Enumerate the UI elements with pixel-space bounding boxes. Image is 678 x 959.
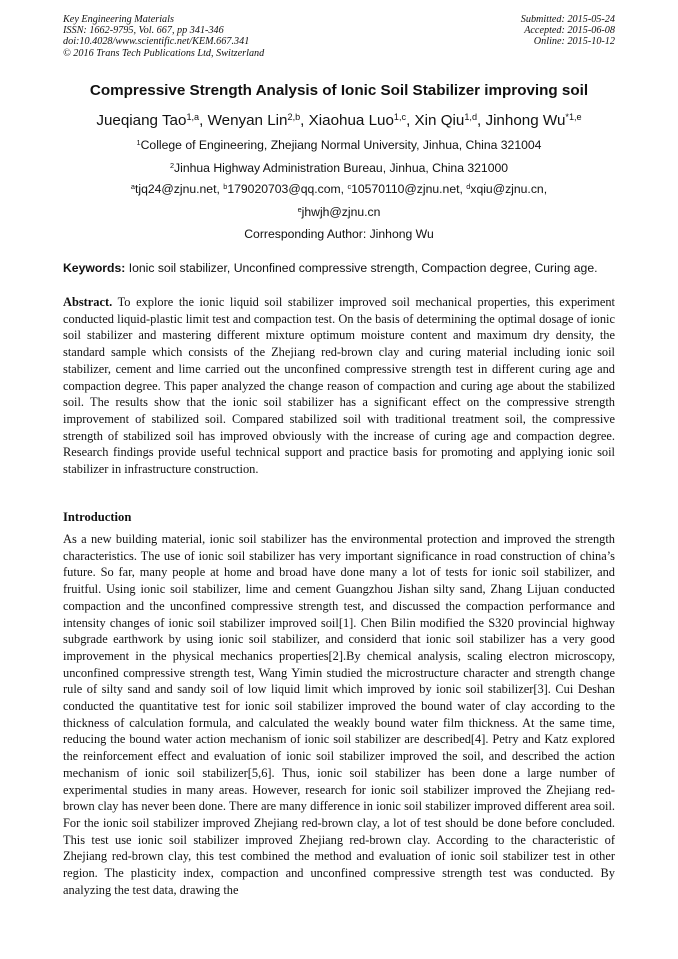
email-sup: d [466,181,471,191]
abstract-label: Abstract. [63,295,113,309]
dates-header [521,14,615,48]
email-text: jhwjh@zjnu.cn [301,205,381,219]
aff-text: Jinhua Highway Administration Bureau, Jinhua, China 321000 [174,161,509,175]
affiliation-1 [0,138,678,152]
author-name: Jueqiang Tao [96,112,187,129]
author-name: Jinhong Wu [485,112,566,129]
copyright-line: © 2016 Trans Tech Publications Ltd, Switzerland [63,47,265,59]
corresponding-author: Corresponding Author: Jinhong Wu [244,227,434,241]
author-emails [0,182,678,196]
affiliation-2 [0,161,678,175]
email-text: tjq24@zjnu.net, [134,182,224,196]
author-sup: 1,a [186,111,200,122]
email-sup: c [347,181,352,191]
keywords-label: Keywords: [63,261,126,275]
email-text: 10570110@zjnu.net, [351,182,467,196]
introduction-text: As a new building material, ionic soil stabilizer has the environmental protection and improved the strength characteristics. The use of ionic soil stabilizer has very important significance in road construction of china’s future. So far, many people at home and broad have done many a lot of tests for ionic soil stabilizer, and fruitful. Using ionic soil stabilizer, lime and cement Guangzhou Jishan silty sand, Zhang Lijuan conducted compaction and the unconfined compressive strength test, and discussed the compaction performance and intensity changes of ionic soil stabilizer improved soil[1]. Chen Bilin modified the S320 provincial highway subgrade earthwork by using ionic soil stabilizer, and considerd that ionic soil stabilizer has a very good improvement in the physical mechanics properties[2].By chemical analysis, scaling electron microscopy, unconfined compressive strength test, Wang Yimin studied the microstructure character and strength change rule of silty sand and sandy soil of low liquid limit which improved by ionic soil stabilizer[3]. Cui Deshan conducted the quantitative test for ionic soil stabilizer improved the bound water of clay according to the thickness of calculation formula, and calculated the weakly bound water film thickness. At the same time, reducing the bound water action mechanism of ionic soil stabilizer are described[4]. Petry and Katz explored the reinforcement effect and evaluation of ionic soil stabilizer improved the soil, and described the action mechanism of ionic soil stabilizer[5,6]. Thus, ionic soil stabilizer has been done a large number of experimental studies in many areas. However, research for ionic soil stabilizer improved the Zhejiang red-brown clay has never been done. There are many difference in ionic soil stabilizer improved different area soil. For the ionic soil stabilizer improved Zhejiang red-brown clay, a lot of test should be done before concluded. This test use ionic soil stabilizer improved Zhejiang red-brown clay. According to the characteristic of Zhejiang red-brown clay, this test combined the method and evaluation of ionic soil stabilizer test in other region. The plasticity index, compaction and unconfined compressive strength test was conducted. By analyzing the test data, drawing the [63,532,615,897]
abstract-text: To explore the ionic liquid soil stabilizer improved soil mechanical properties, this experiment conducted liquid-plastic limit test and compaction test. On the basis of determining the optimal dosage of ionic soil stabilizer and mastering different mixture optimum moisture content and maximum dry density, the standard sample which consists of the Zhejiang red-brown clay and curing material including ionic soil stabilizer, cement and lime carried out the unconfined compressive strength test in different curing age and compaction degree. This paper analyzed the change reason of compaction and curing age about the stabilized soil. The results show that the ionic soil stabilizer has a significant effect on the compressive strength improvement of stabilized soil. Compared stabilized soil with traditional treatment soil, the compressive strength of stabilized soil has improved obviously with the increase of curing age and compaction degree. Research findings provide useful technical support and practice basis for promoting and applying ionic soil stabilizer in infrastructure construction. [63,295,615,477]
journal-header [63,14,264,59]
email-sup: a [130,181,135,191]
email-text: xqiu@zjnu.cn, [470,182,548,196]
journal-name: Key Engineering Materials [63,14,174,25]
aff-sup: 2 [169,160,175,170]
author-sup: 2,b [287,111,301,122]
author-list: Jueqiang Tao$^{1,a}$, Wenyan Lin$^{2,b}$, Xiaohua Luo$^{1,c}$, Xin Qiu$^{1,d}$, Jinhong Wu$^{*1,e}$ [96,111,582,129]
aff-sup: 1 [136,137,141,147]
aff-text: College of Engineering, Zhejiang Normal University, Jinhua, China 321004 [140,138,542,152]
abstract [63,294,615,478]
introduction-heading: Introduction [63,510,132,524]
issn-line: ISSN: 1662-9795, Vol. 667, pp 341-346 [63,25,224,37]
author-email-e [0,205,678,219]
online-date: Online: 2015-10-12 [533,36,615,48]
doi-line: doi:10.4028/www.scientific.net/KEM.667.341 [63,36,250,48]
submitted-date: Submitted: 2015-05-24 [520,14,615,25]
author-sup: *1,e [565,111,582,122]
paper-title: Compressive Strength Analysis of Ionic Soil Stabilizer improving soil [89,82,589,99]
keywords [63,261,615,275]
keywords-text: Ionic soil stabilizer, Unconfined compressive strength, Compaction degree, Curing age. [125,261,598,275]
author-sup: 1,c [393,111,407,122]
author-name: Xiaohua Luo [308,112,394,129]
email-sup: b [223,181,228,191]
email-text: 179020703@qq.com, [227,182,348,196]
author-name: Wenyan Lin [207,112,288,129]
accepted-date: Accepted: 2015-06-08 [524,25,615,37]
email-sup: e [297,204,302,214]
author-sup: 1,d [464,111,478,122]
author-name: Xin Qiu [414,112,465,129]
